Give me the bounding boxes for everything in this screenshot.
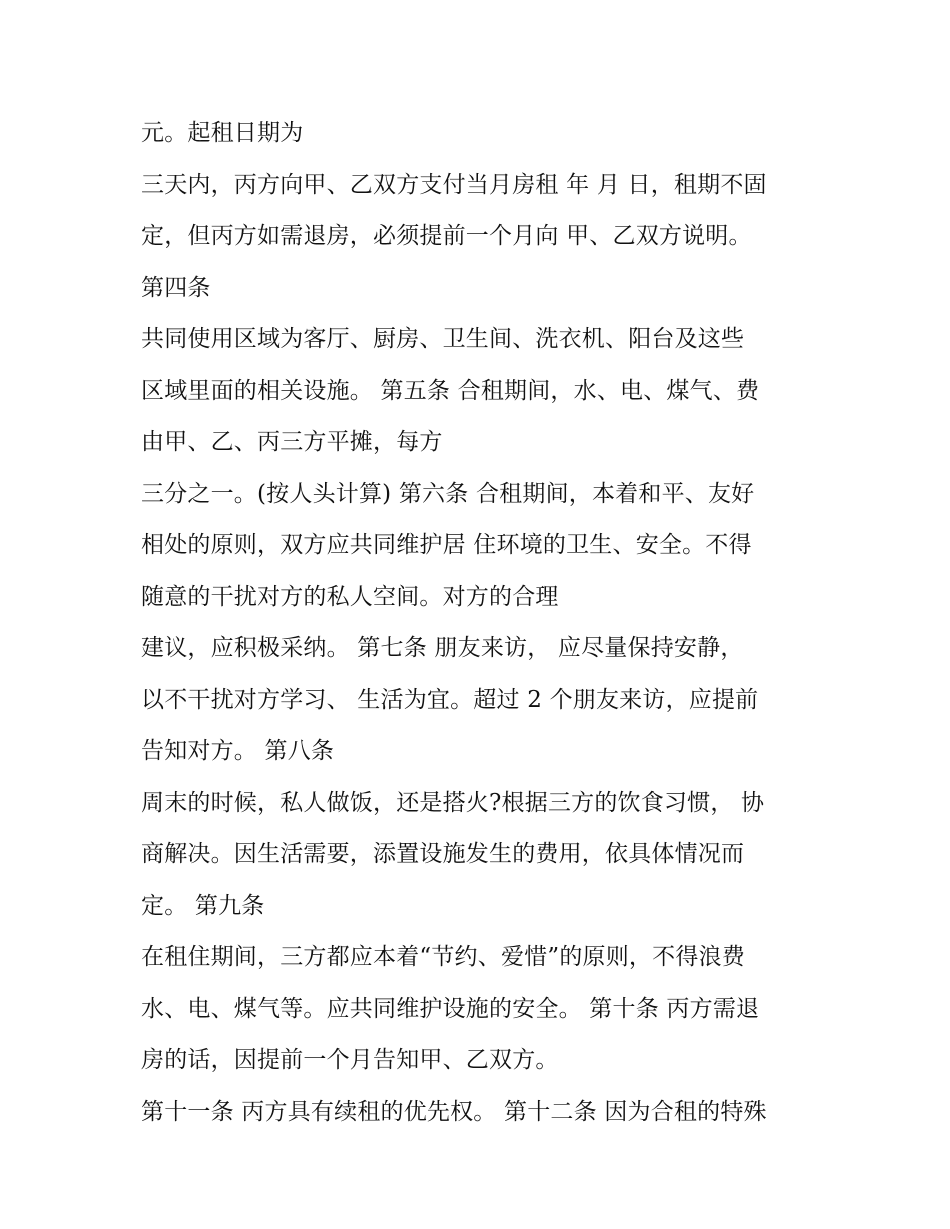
text-line: 三天内，丙方向甲、乙双方支付当月房租 年 月 日，租期不固 [141,171,767,198]
text-line: 定，但丙方如需退房，必须提前一个月向 甲、乙双方说明。 [141,223,752,249]
text-line: 周末的时候，私人做饭，还是搭火?根据三方的饮食习惯， 协 [141,789,765,816]
text-line: 在租住期间，三方都应本着“节约、爱惜”的原则，不得浪费 [141,944,745,970]
text-line: 区域里面的相关设施。 第五条 合租期间，水、电、煤气、费 [141,377,760,404]
text-line: 随意的干扰对方的私人空间。对方的合理 [141,583,559,610]
text-line: 告知对方。 第八条 [141,738,335,764]
text-line: 水、电、煤气等。应共同维护设施的安全。 第十条 丙方需退 [141,995,760,1022]
text-line: 建议，应积极采纳。 第七条 朋友来访， 应尽量保持安静， [141,635,744,661]
text-line: 三分之一。(按人头计算) 第六条 合租期间，本着和平、友好 [141,480,755,507]
text-line: 第十一条 丙方具有续租的优先权。 第十二条 因为合租的特殊 [141,1098,767,1125]
text-line: 第四条 [141,274,211,301]
text-line: 房的话，因提前一个月告知甲、乙双方。 [141,1047,559,1073]
document-body [141,108,821,1138]
text-line: 相处的原则，双方应共同维护居 住环境的卫生、安全。不得 [141,532,752,558]
text-line: 元。起租日期为 [141,120,304,146]
text-line: 以不干扰对方学习、 生活为宜。超过 2 个朋友来访，应提前 [141,686,759,713]
text-line: 由甲、乙、丙三方平摊，每方 [141,429,443,455]
text-line: 共同使用区域为客厅、厨房、卫生间、洗衣机、阳台及这些 [141,326,745,352]
text-line: 商解决。因生活需要，添置设施发生的费用，依具体情况而 [141,841,745,867]
text-line: 定。 第九条 [141,892,265,919]
